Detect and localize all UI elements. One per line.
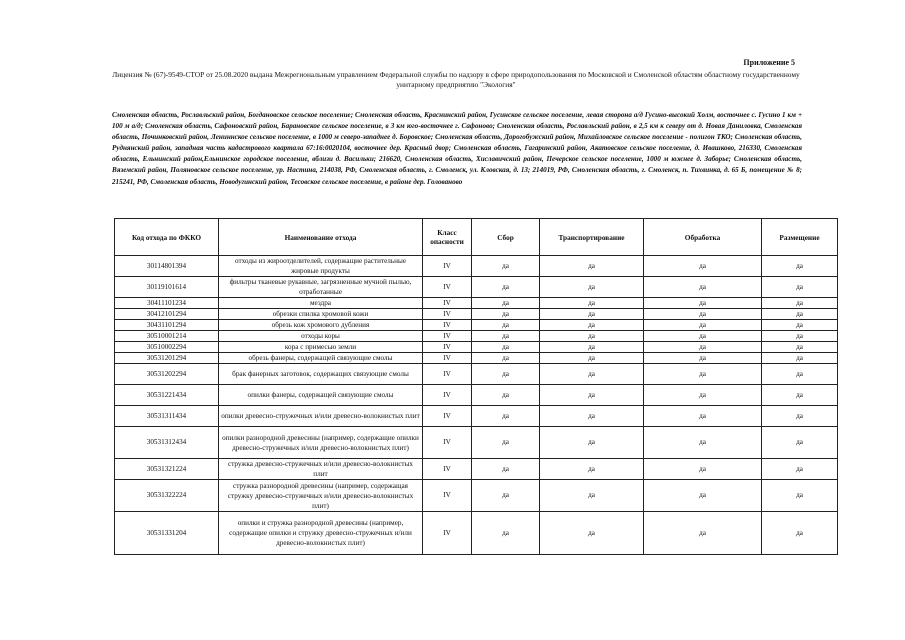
collect-flag: да — [472, 309, 540, 320]
table-row — [115, 331, 838, 342]
waste-name: стружка разнородной древесины (например, содержащая стружку древесно-стружечных и/или древесно-волокнистых плит) — [219, 480, 423, 512]
header-collect: Сбор — [472, 219, 540, 256]
waste-code: 30114801394 — [115, 256, 219, 277]
placement-flag: да — [762, 320, 838, 331]
transport-flag: да — [540, 364, 644, 385]
collect-flag: да — [472, 320, 540, 331]
hazard-class: IV — [423, 277, 472, 298]
hazard-class: IV — [423, 309, 472, 320]
collect-flag: да — [472, 353, 540, 364]
placement-flag: да — [762, 342, 838, 353]
process-flag: да — [644, 342, 762, 353]
waste-code: 30531331204 — [115, 512, 219, 555]
waste-name: обрезки спилка хромовой кожи — [219, 309, 423, 320]
transport-flag: да — [540, 512, 644, 555]
process-flag: да — [644, 277, 762, 298]
waste-name: опилки и стружка разнородной древесины (например, содержащие опилки и стружку древесно-стружечных и/или древесно-волокнистых плит) — [219, 512, 423, 555]
address-list: Смоленская область, Рославльский район, Богдановское сельское поселение; Смоленская область, Краснинский район, Гусинское сельское поселение, левая сторона а/д Гусино-высокий Холм, восточнее с. Гусино 1 км + 100 м а/д; Смоленская область, Сафоновский район, Барановское сельское поселение, в 3 км юго-восточнее г. Сафоново; Смоленская область, Рославльский район, в 2,5 км к северу от д. Новая Даниловка, Смоленская область, Починковский район, Лениннское сельское поселение, в 1000 м северо-западнее д. Боровское; Смоленская область, Дорогобужский район, Михайловское сельское поселение - полигон ТКО; Смоленская область, Руднянский район, западная часть кадастрового квартала 67:16:0020104, восточнее дер. Красный двор; Смоленская область, Гагаринский район, Акатовское сельское поселение, д. Ивашково, 216330, Смоленская область, Ельнинский район,Ельнинское городское поселение, вблизи д. Васильки; 216620, Смоленская область, Хиславичский район, Печерское сельское поселение, 1000 м южнее д. Заборье; Смоленская область, Вяземский район, Поляновское сельское поселение, ур. Настина, 214038, РФ, Смоленская область, г. Смоленск, ул. Кловская, д. 13; 214019, РФ, Смоленская область, г. Смоленск, п. Тихвинка, д. 65 Б, помещение № 8; 215241, РФ, Смоленская область, Новодугинский район, Тесовское сельское поселение, в районе дер. Голованово — [112, 111, 802, 186]
waste-code: 30531321224 — [115, 459, 219, 480]
waste-name: обрезь фанеры, содержащей связующие смолы — [219, 353, 423, 364]
waste-code: 30531322224 — [115, 480, 219, 512]
table-row — [115, 364, 838, 385]
process-flag: да — [644, 256, 762, 277]
header-code: Код отхода по ФККО — [115, 219, 219, 256]
collect-flag: да — [472, 480, 540, 512]
collect-flag: да — [472, 256, 540, 277]
hazard-class: IV — [423, 342, 472, 353]
header-name: Наименование отхода — [219, 219, 423, 256]
waste-table — [114, 218, 838, 555]
hazard-class: IV — [423, 480, 472, 512]
table-row — [115, 353, 838, 364]
waste-name: обрезь кож хромового дубления — [219, 320, 423, 331]
transport-flag: да — [540, 277, 644, 298]
waste-code: 30531221434 — [115, 385, 219, 406]
table-row — [115, 512, 838, 555]
placement-flag: да — [762, 406, 838, 427]
process-flag: да — [644, 385, 762, 406]
collect-flag: да — [472, 298, 540, 309]
table-row — [115, 342, 838, 353]
collect-flag: да — [472, 277, 540, 298]
collect-flag: да — [472, 427, 540, 459]
waste-code: 30510001214 — [115, 331, 219, 342]
collect-flag: да — [472, 512, 540, 555]
table-header-row — [115, 219, 838, 256]
table-row — [115, 406, 838, 427]
table-row — [115, 427, 838, 459]
transport-flag: да — [540, 459, 644, 480]
header-place: Размещение — [762, 219, 838, 256]
collect-flag: да — [472, 331, 540, 342]
transport-flag: да — [540, 309, 644, 320]
process-flag: да — [644, 480, 762, 512]
process-flag: да — [644, 459, 762, 480]
process-flag: да — [644, 353, 762, 364]
table-row — [115, 256, 838, 277]
waste-name: кора с примесью земли — [219, 342, 423, 353]
hazard-class: IV — [423, 298, 472, 309]
process-flag: да — [644, 309, 762, 320]
waste-code: 30531312434 — [115, 427, 219, 459]
table-row — [115, 309, 838, 320]
table-row — [115, 277, 838, 298]
transport-flag: да — [540, 480, 644, 512]
collect-flag: да — [472, 406, 540, 427]
waste-code: 30531201294 — [115, 353, 219, 364]
waste-name: брак фанерных заготовок, содержащих связующие смолы — [219, 364, 423, 385]
table-row — [115, 459, 838, 480]
table-row — [115, 385, 838, 406]
header-transport: Транспортирование — [540, 219, 644, 256]
hazard-class: IV — [423, 320, 472, 331]
waste-code: 30431101294 — [115, 320, 219, 331]
waste-code: 30531202294 — [115, 364, 219, 385]
transport-flag: да — [540, 320, 644, 331]
waste-name: фильтры тканевые рукавные, загрязненные мучной пылью, отработанные — [219, 277, 423, 298]
placement-flag: да — [762, 353, 838, 364]
license-text: Лицензия № (67)-9549-СТОР от 25.08.2020 выдана Межрегиональным управлением Федеральной службы по надзору в сфере природопользования по Московской и Смоленской областям областному государственному унитарному предприятию "Экология" — [112, 70, 800, 89]
transport-flag: да — [540, 298, 644, 309]
transport-flag: да — [540, 342, 644, 353]
appendix-label: Приложение 5 — [743, 58, 795, 67]
placement-flag: да — [762, 298, 838, 309]
waste-name: опилки разнородной древесины (например, содержащие опилки древесно-стружечных и/или древесно-волокнистых плит) — [219, 427, 423, 459]
process-flag: да — [644, 331, 762, 342]
hazard-class: IV — [423, 385, 472, 406]
placement-flag: да — [762, 331, 838, 342]
hazard-class: IV — [423, 256, 472, 277]
collect-flag: да — [472, 342, 540, 353]
placement-flag: да — [762, 512, 838, 555]
table-row — [115, 298, 838, 309]
transport-flag: да — [540, 385, 644, 406]
hazard-class: IV — [423, 459, 472, 480]
waste-code: 30412101294 — [115, 309, 219, 320]
waste-code: 30531311434 — [115, 406, 219, 427]
waste-code: 30119101614 — [115, 277, 219, 298]
placement-flag: да — [762, 364, 838, 385]
process-flag: да — [644, 427, 762, 459]
waste-name: отходы коры — [219, 331, 423, 342]
process-flag: да — [644, 406, 762, 427]
header-process: Обработка — [644, 219, 762, 256]
hazard-class: IV — [423, 512, 472, 555]
hazard-class: IV — [423, 331, 472, 342]
process-flag: да — [644, 364, 762, 385]
transport-flag: да — [540, 353, 644, 364]
transport-flag: да — [540, 256, 644, 277]
collect-flag: да — [472, 364, 540, 385]
waste-name: мездра — [219, 298, 423, 309]
header-class: Класс опасности — [423, 219, 472, 256]
waste-name: опилки древесно-стружечных и/или древесно-волокнистых плит — [219, 406, 423, 427]
waste-name: отходы из жироотделителей, содержащие растительные жировые продукты — [219, 256, 423, 277]
hazard-class: IV — [423, 353, 472, 364]
collect-flag: да — [472, 459, 540, 480]
hazard-class: IV — [423, 364, 472, 385]
placement-flag: да — [762, 256, 838, 277]
hazard-class: IV — [423, 427, 472, 459]
waste-code: 30510002294 — [115, 342, 219, 353]
table-body — [115, 256, 838, 555]
transport-flag: да — [540, 427, 644, 459]
collect-flag: да — [472, 385, 540, 406]
waste-name: стружка древесно-стружечных и/или древесно-волокнистых плит — [219, 459, 423, 480]
placement-flag: да — [762, 459, 838, 480]
transport-flag: да — [540, 406, 644, 427]
table-row — [115, 320, 838, 331]
waste-code: 30411101234 — [115, 298, 219, 309]
process-flag: да — [644, 320, 762, 331]
process-flag: да — [644, 512, 762, 555]
transport-flag: да — [540, 331, 644, 342]
placement-flag: да — [762, 277, 838, 298]
placement-flag: да — [762, 385, 838, 406]
hazard-class: IV — [423, 406, 472, 427]
placement-flag: да — [762, 480, 838, 512]
placement-flag: да — [762, 309, 838, 320]
table-row — [115, 480, 838, 512]
process-flag: да — [644, 298, 762, 309]
waste-name: опилки фанеры, содержащей связующие смолы — [219, 385, 423, 406]
placement-flag: да — [762, 427, 838, 459]
